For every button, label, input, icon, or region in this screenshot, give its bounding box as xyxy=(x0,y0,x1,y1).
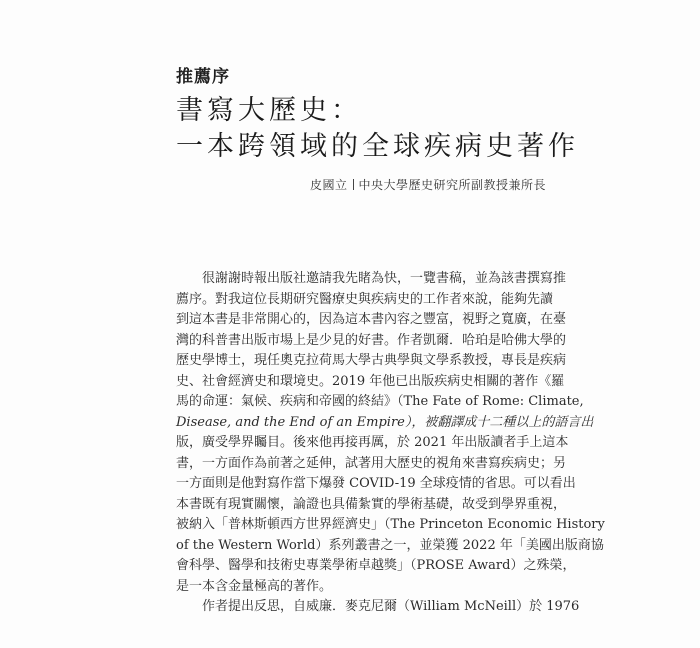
body-line: 到這本書是非常開心的，因為這本書內容之豐富，視野之寬廣，在臺 xyxy=(176,312,567,327)
body-line: 是一本含金量極高的著作。 xyxy=(176,578,333,594)
body-line: Disease, and the End of an Empire），被翻譯成十二種以上的語言出 xyxy=(176,414,594,430)
body-line: 被納入「普林斯頓西方世界經濟史」（The Princeton Economic History xyxy=(176,517,605,532)
body-line: 史、社會經濟史和環境史。2019 年他已出版疾病史相關的著作《羅 xyxy=(176,373,565,389)
body-line: 會科學、醫學和技術史專業學術卓越獎」（PROSE Award）之殊榮， xyxy=(176,558,576,573)
body-line: 版，廣受學界矚目。後來他再接再厲，於 2021 年出版讀者手上這本 xyxy=(176,435,569,450)
section-label: 推薦序 xyxy=(176,67,230,87)
author-affiliation: 中央大學歷史研究所副教授兼所長 xyxy=(358,178,547,192)
body-line: 作者提出反思，自威廉．麥克尼爾（William McNeill）於 1976 xyxy=(202,599,580,614)
author-name: 皮國立 xyxy=(310,178,348,192)
page-title xyxy=(176,93,579,165)
body-line: 很謝謝時報出版社邀請我先睹為快，一覽書稿，並為該書撰寫推 xyxy=(202,271,567,286)
paragraph-2 xyxy=(176,597,580,618)
body-line: of the Western World）系列叢書之一，並榮獲 2022 年「美國出版商協 xyxy=(176,537,604,553)
body-text xyxy=(176,269,605,618)
title-line-2: 一本跨領域的全球疾病史著作 xyxy=(176,131,579,162)
body-line: 一方面則是他對寫作當下爆發 COVID-19 全球疫情的省思。可以看出 xyxy=(176,476,576,491)
body-line: 本書既有現實關懷，論證也具備紮實的學術基礎，故受到學界重視， xyxy=(176,496,567,512)
body-line: 薦序。對我這位長期研究醫療史與疾病史的工作者來說，能夠先讀 xyxy=(176,291,554,307)
author-byline xyxy=(310,176,547,193)
body-line: 書，一方面作為前著之延伸，試著用大歷史的視角來書寫疾病史；另 xyxy=(176,455,567,471)
title-line-1: 書寫大歷史： xyxy=(176,95,362,126)
paragraph-1 xyxy=(176,269,605,597)
body-line: 歷史學博士，現任奧克拉荷馬大學古典學與文學系教授，專長是疾病 xyxy=(176,353,567,368)
byline-divider xyxy=(353,179,354,190)
body-line: 馬的命運：氣候、疾病和帝國的終結》（The Fate of Rome: Climate, xyxy=(176,394,584,409)
body-line: 灣的科普書出版市場上是少見的好書。作者凱爾．哈珀是哈佛大學的 xyxy=(176,332,567,348)
